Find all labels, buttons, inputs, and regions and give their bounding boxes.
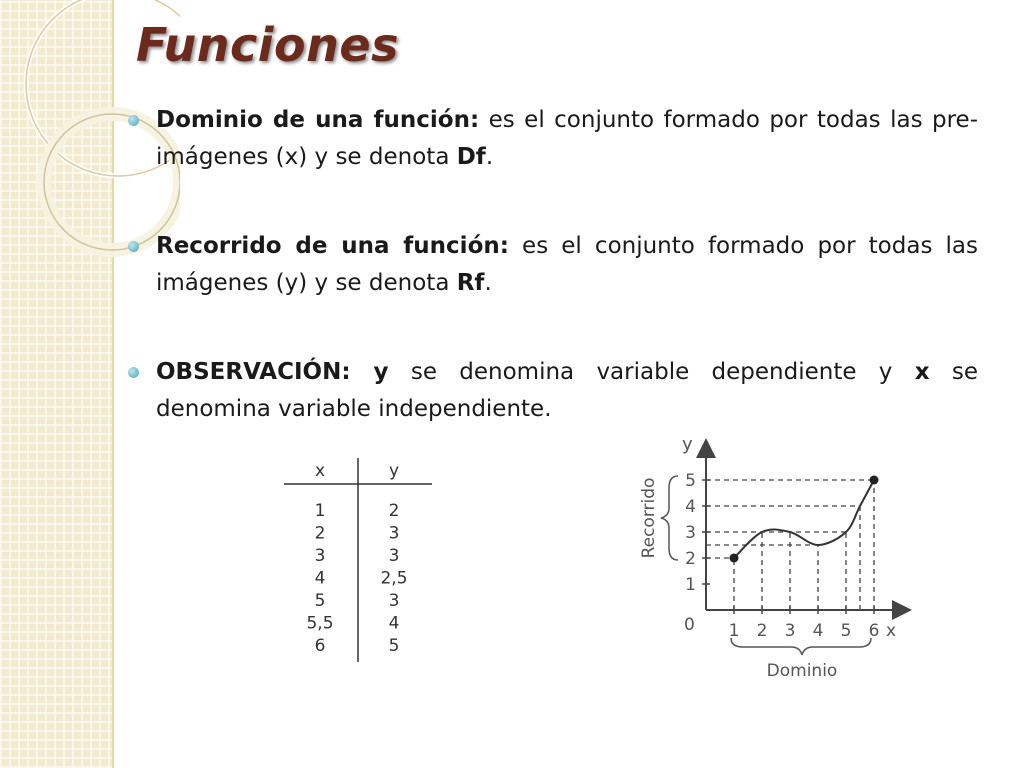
term-observacion: OBSERVACIÓN: <box>156 359 351 385</box>
range-brace <box>661 476 678 560</box>
variable-x: x <box>914 359 930 385</box>
domain-label: Dominio <box>766 661 838 681</box>
origin-label: 0 <box>684 615 695 635</box>
table-cell-y: 3 <box>388 523 400 544</box>
bullet-text-end: . <box>485 144 494 170</box>
table-cell-y: 2 <box>388 501 400 521</box>
y-tick-label: 4 <box>685 497 696 517</box>
table-cell-y: 2,5 <box>380 568 408 589</box>
bullet-observacion <box>128 354 978 428</box>
guide-lines <box>706 480 874 610</box>
value-table <box>272 452 442 664</box>
x-tick-label: 6 <box>868 621 880 641</box>
bullet-recorrido <box>128 228 978 302</box>
table-cell-x: 3 <box>314 546 326 566</box>
variable-y: y <box>350 359 389 385</box>
endpoint-marker <box>730 554 739 563</box>
x-tick-label: 1 <box>728 621 740 641</box>
table-cell-x: 6 <box>314 636 326 656</box>
term-dominio: Dominio de una función: <box>156 107 480 133</box>
bullet-dominio <box>128 102 978 176</box>
y-tick-label: 2 <box>685 549 696 569</box>
function-graph <box>628 428 928 690</box>
axis-ticks <box>685 471 879 641</box>
y-tick-label: 3 <box>685 523 696 543</box>
x-tick-label: 3 <box>784 621 796 641</box>
table-cell-y: 3 <box>388 591 400 611</box>
bullet-list <box>128 102 978 480</box>
table-header-x: x <box>314 461 326 481</box>
endpoint-marker <box>870 476 879 485</box>
bullet-text-end: . <box>484 270 492 296</box>
table-cell-x: 5 <box>314 591 326 611</box>
table-cell-y: 3 <box>388 546 400 566</box>
x-tick-label: 4 <box>812 621 824 641</box>
range-label: Recorrido <box>639 477 659 559</box>
x-axis-label: x <box>886 621 897 641</box>
table-cell-x: 1 <box>314 501 326 521</box>
notation-rf: Rf <box>456 270 485 296</box>
x-tick-label: 2 <box>756 621 768 641</box>
term-recorrido: Recorrido de una función: <box>156 233 509 259</box>
table-cell-y: 5 <box>388 636 400 656</box>
y-axis-label: y <box>682 434 693 455</box>
y-tick-label: 5 <box>685 471 696 491</box>
bullet-text: es el conjunto formado por todas las imágenes (y) y se denota <box>156 233 978 296</box>
bullet-text: es el conjunto formado por todas las pre-imágenes (x) y se denota <box>156 107 978 170</box>
table-header-y: y <box>388 461 400 481</box>
y-tick-label: 1 <box>685 575 696 595</box>
function-curve <box>734 480 874 558</box>
x-tick-label: 5 <box>840 621 852 641</box>
endpoint-markers <box>730 476 879 563</box>
table-cell-x: 2 <box>314 523 326 544</box>
notation-df: Df <box>456 144 486 170</box>
table-cell-x: 5,5 <box>306 613 334 634</box>
table-rows <box>306 501 407 656</box>
table-cell-x: 4 <box>314 568 326 589</box>
slide-title: Funciones <box>136 18 399 72</box>
bullet-text-end: se denomina variable independiente. <box>156 359 978 422</box>
bullet-text: se denomina variable dependiente y <box>388 359 915 385</box>
table-cell-y: 4 <box>388 613 400 634</box>
